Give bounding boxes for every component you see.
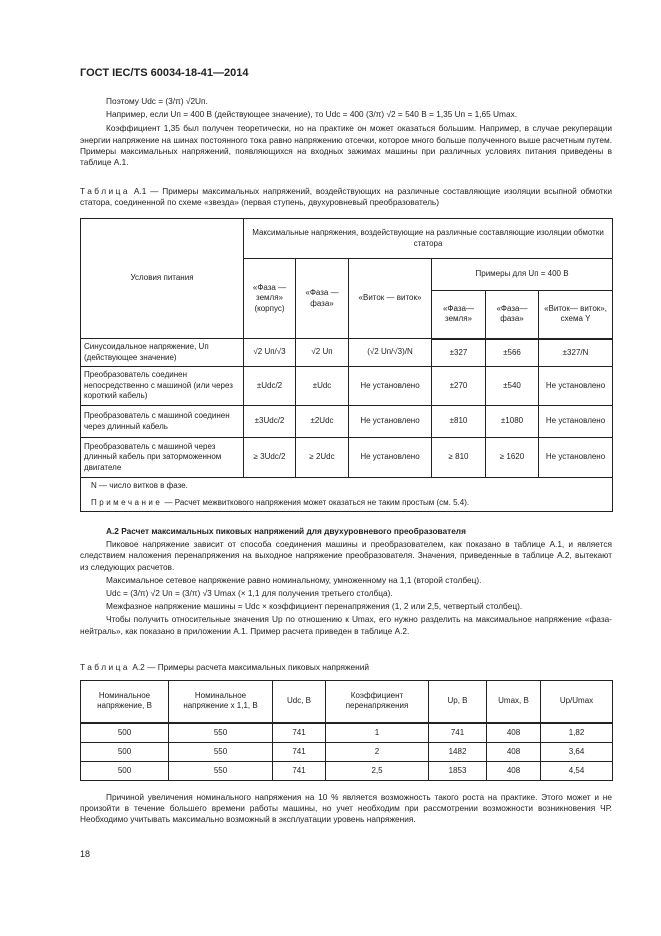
table-row: [81, 339, 613, 367]
cell: √2 Uп: [296, 339, 349, 367]
cell: Не установлено: [539, 438, 613, 478]
cell: 550: [169, 743, 273, 762]
note-n: N — число витков в фазе.: [91, 481, 188, 490]
cell: ≥ 1620: [486, 438, 539, 478]
header-nominal-x11: Номинальное напряжение х 1,1, В: [169, 681, 273, 723]
cell: Преобразователь соединен непосредственно с машиной (или через короткий кабель): [81, 367, 244, 406]
caption-text: А.1 — Примеры максимальных напряжений, воздействующих на различные составляющие изоляции всыпной обмотки статора, соединенной по схеме «звезда» (первая ступень, двухуровневый преобразователь): [80, 186, 612, 208]
cell: 408: [487, 762, 541, 781]
cell: Синусоидальное напряжение, Uп (действующее значение): [81, 339, 244, 367]
closing-paragraph: Причиной увеличения номинального напряжения на 10 % является возможность такого роста на практике. Этого может и не произойти в течение большего времени работы машины, но учет необходим при рассмотрении возможности возникновения ЧР. Необходимо учитывать максимально возможный в эксплуатации уровень напряжения.: [80, 792, 612, 825]
cell: 550: [169, 762, 273, 781]
table-footer: [81, 478, 613, 512]
document-header: ГОСТ IEC/TS 60034-18-41—2014: [80, 67, 249, 79]
cell: ±2Udc: [296, 406, 349, 438]
header-udc: Udc, В: [273, 681, 326, 723]
cell: 500: [81, 762, 169, 781]
cell: 741: [273, 743, 326, 762]
cell: ±Udc/2: [244, 367, 296, 406]
formula-line: Udc = (3/π) √2 Uп = (3/π) √3 Umax (× 1,1 для получения третьего столбца).: [106, 588, 393, 599]
section-title: А.2 Расчет максимальных пиковых напряжений для двухуровневого преобразователя: [106, 526, 466, 536]
section-a2: [80, 526, 612, 637]
cell: ±270: [432, 367, 486, 406]
table-row: [81, 438, 613, 478]
cell: ±3Udc/2: [244, 406, 296, 438]
intro-block: [80, 96, 612, 168]
cell: 2,5: [326, 762, 429, 781]
closing-block: [80, 792, 612, 826]
cell: ±566: [486, 339, 539, 367]
caption-word: Таблица: [80, 662, 131, 672]
header-ex-turn-turn: «Виток— виток», схема Y: [539, 291, 613, 339]
header-up: Up, В: [429, 681, 487, 723]
caption-text: А.2 — Примеры расчета максимальных пиковых напряжений: [130, 662, 369, 672]
cell: Преобразователь с машиной соединен через длинный кабель: [81, 406, 244, 438]
header-nominal: Номинальное напряжение, В: [81, 681, 169, 723]
table-note: [91, 498, 609, 509]
table2-caption: [80, 662, 612, 673]
paragraph: Чтобы получить относительные значения Up по отношению к Umax, его нужно разделить на максимальное напряжение «фаза-нейтраль», как показано в приложении А.1. Пример расчета приведен в таблице А.2.: [80, 614, 612, 636]
table-row: [81, 762, 613, 781]
cell: (√2 Uп/√3)/N: [349, 339, 432, 367]
cell: ±Udc: [296, 367, 349, 406]
header-turn-turn: «Виток — виток»: [349, 259, 432, 339]
cell: 741: [273, 762, 326, 781]
page-number: 18: [80, 849, 91, 859]
table-a2: [80, 680, 612, 781]
cell: Преобразователь с машиной через длинный кабель при заторможенном двигателе: [81, 438, 244, 478]
header-up-umax: Up/Umax: [541, 681, 613, 723]
table-a1: [80, 218, 612, 512]
cell: 741: [429, 723, 487, 743]
cell: Не установлено: [349, 438, 432, 478]
cell: ±810: [432, 406, 486, 438]
cell: 1: [326, 723, 429, 743]
note-text: — Расчет межвиткового напряжения может оказаться не таким простым (см. 5.4).: [162, 497, 470, 507]
header-max-voltages: Максимальные напряжения, воздействующие на различные составляющие изоляции обмотки статора: [244, 219, 613, 259]
table-row: [81, 406, 613, 438]
example-line: Например, если Uп = 400 В (действующее значение), то Udc = 400 (3/π) √2 = 540 В = 1,35 Uп = 1,65 Umax.: [106, 109, 518, 120]
cell: 1853: [429, 762, 487, 781]
cell: ≥ 810: [432, 438, 486, 478]
cell: ±1080: [486, 406, 539, 438]
table1-caption: [80, 186, 612, 208]
cell: 550: [169, 723, 273, 743]
cell: Не установлено: [349, 406, 432, 438]
header-overvoltage-factor: Коэффициент перенапряжения: [326, 681, 429, 723]
table-row: [81, 723, 613, 743]
cell: 2: [326, 743, 429, 762]
cell: ±540: [486, 367, 539, 406]
header-ex-phase-ground: «Фаза— земля»: [432, 291, 486, 339]
cell: ≥ 3Udc/2: [244, 438, 296, 478]
cell: √2 Uп/√3: [244, 339, 296, 367]
cell: 3,64: [541, 743, 613, 762]
formula-line: Поэтому Udc = (3/π) √2Uп.: [106, 96, 208, 106]
cell: Не установлено: [539, 367, 613, 406]
cell: 4,54: [541, 762, 613, 781]
intro-paragraph: Коэффициент 1,35 был получен теоретически, но на практике он может оказаться большим. Например, в случае рекуперации энергии напряжение на шинах постоянного тока равно напряжению отсечки, которое много больше полученного выше расчетным путем. Примеры максимальных напряжений, появляющихся на входных зажимах машины при различных условиях питания приведены в таблице А.1.: [80, 123, 612, 168]
cell: 1482: [429, 743, 487, 762]
cell: 741: [273, 723, 326, 743]
header-umax: Umax, В: [487, 681, 541, 723]
cell: 408: [487, 743, 541, 762]
note-word: Примечание: [91, 497, 163, 507]
header-phase-ground: «Фаза — земля» (корпус): [244, 259, 296, 339]
cell: 500: [81, 723, 169, 743]
cell: 408: [487, 723, 541, 743]
paragraph: Максимальное сетевое напряжение равно номинальному, умноженному на 1,1 (второй столбец).: [106, 574, 482, 585]
header-conditions: Условия питания: [81, 219, 244, 339]
header-ex-phase-phase: «Фаза— фаза»: [486, 291, 539, 339]
caption-word: Таблица: [80, 186, 131, 196]
cell: 500: [81, 743, 169, 762]
cell: ±327: [432, 339, 486, 367]
cell: Не установлено: [349, 367, 432, 406]
header-examples: Примеры для Uп = 400 В: [432, 259, 613, 291]
table-row: [81, 743, 613, 762]
table-row: [81, 367, 613, 406]
cell: ±327/N: [539, 339, 613, 367]
cell: Не установлено: [539, 406, 613, 438]
header-phase-phase: «Фаза — фаза»: [296, 259, 349, 339]
paragraph: Межфазное напряжение машины = Udc × коэффициент перенапряжения (1, 2 или 2,5, четвертый столбец).: [106, 601, 523, 612]
cell: ≥ 2Udc: [296, 438, 349, 478]
cell: 1,82: [541, 723, 613, 743]
paragraph: Пиковое напряжение зависит от способа соединения машины и преобразователем, как показано в таблице А.1, и является следствием наложения перенапряжения на выходное напряжение преобразователя. Значения, приведенные в таблице А.2, вытекают из следующих расчетов.: [80, 539, 612, 572]
